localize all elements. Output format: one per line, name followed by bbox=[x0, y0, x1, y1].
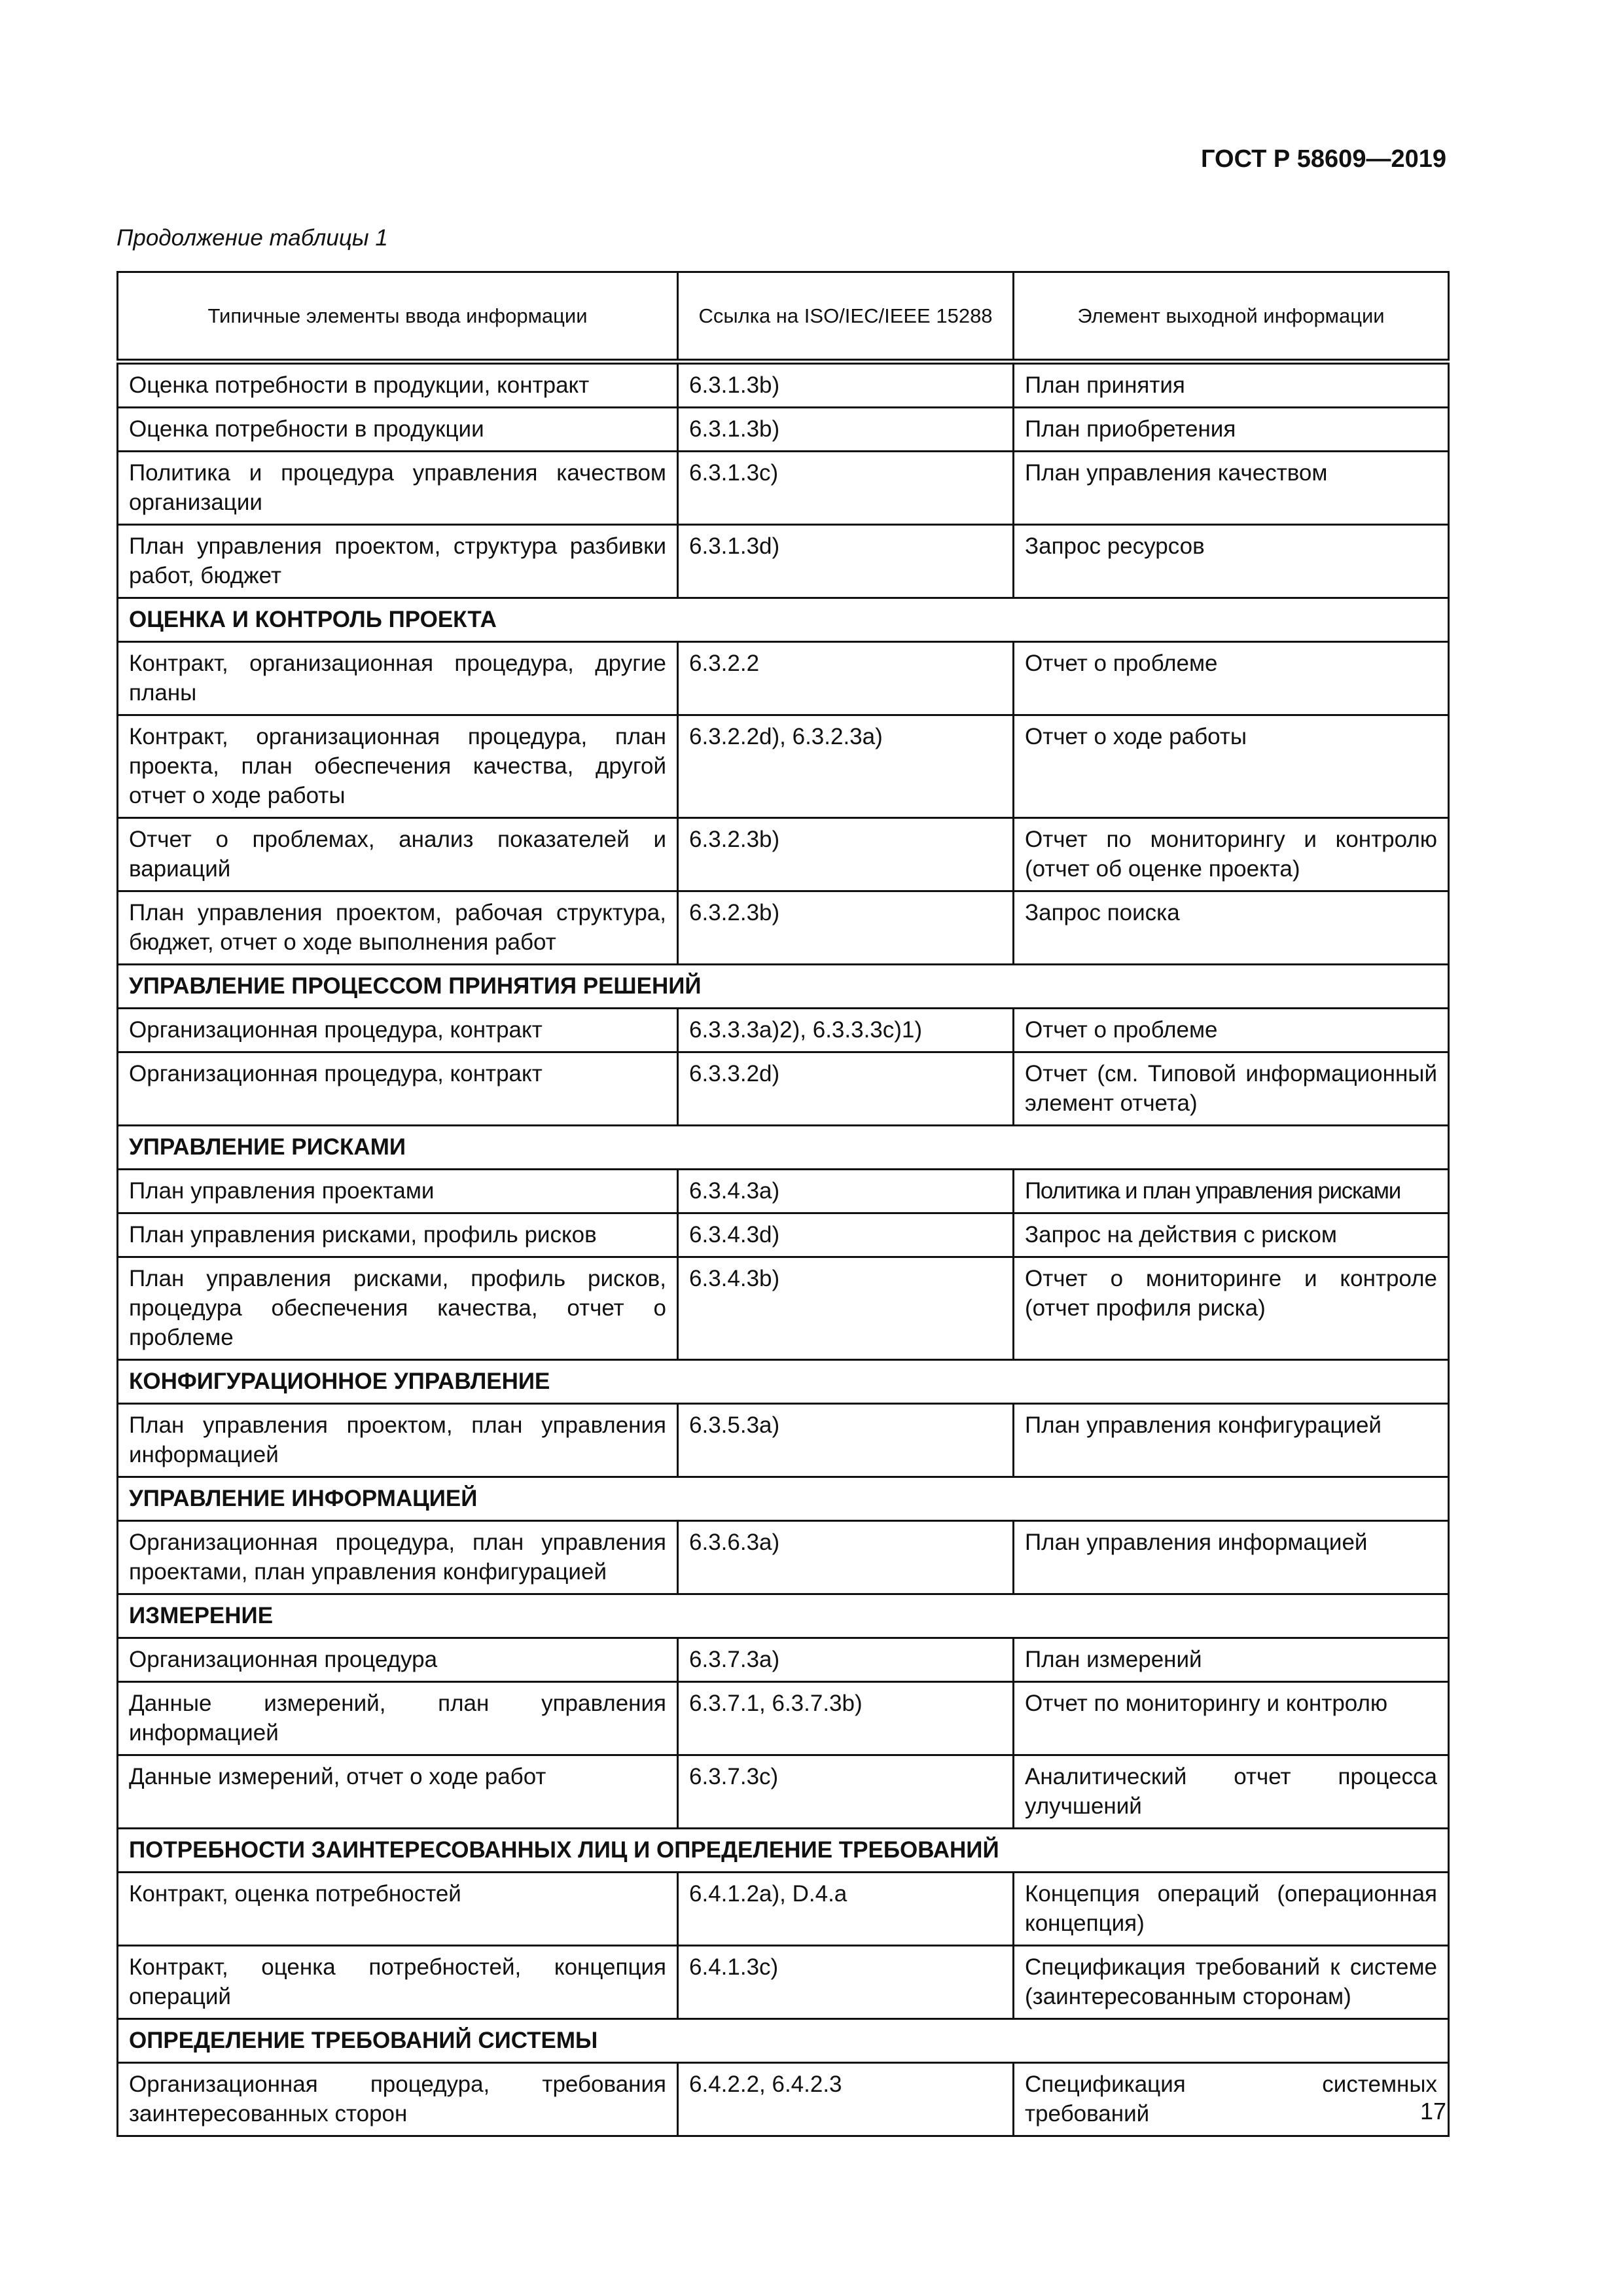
section-row bbox=[118, 598, 1449, 642]
table-row bbox=[118, 1170, 1449, 1213]
output-cell: План управления качеством bbox=[1014, 452, 1449, 525]
reference-cell: 6.3.7.1, 6.3.7.3b) bbox=[678, 1682, 1014, 1755]
table-row bbox=[118, 1404, 1449, 1477]
input-cell: Политика и процедура управления качеством организации bbox=[118, 452, 678, 525]
section-row bbox=[118, 1829, 1449, 1873]
output-cell: Отчет о мониторинге и контроле (отчет профиля риска) bbox=[1014, 1257, 1449, 1360]
input-cell: Организационная процедура, план управления проектами, план управления конфигурацией bbox=[118, 1521, 678, 1594]
output-cell: Концепция операций (операционная концепция) bbox=[1014, 1873, 1449, 1946]
input-cell: Организационная процедура bbox=[118, 1638, 678, 1682]
section-title: ОЦЕНКА И КОНТРОЛЬ ПРОЕКТА bbox=[118, 598, 1449, 642]
input-cell: Организационная процедура, требования заинтересованных сторон bbox=[118, 2063, 678, 2136]
section-row bbox=[118, 2019, 1449, 2063]
reference-cell: 6.3.1.3d) bbox=[678, 525, 1014, 598]
reference-cell: 6.3.3.2d) bbox=[678, 1052, 1014, 1126]
section-title: ПОТРЕБНОСТИ ЗАИНТЕРЕСОВАННЫХ ЛИЦ И ОПРЕДЕЛЕНИЕ ТРЕБОВАНИЙ bbox=[118, 1829, 1449, 1873]
column-header-output: Элемент выходной информации bbox=[1014, 272, 1449, 362]
section-row bbox=[118, 1477, 1449, 1521]
input-cell: План управления рисками, профиль рисков bbox=[118, 1213, 678, 1257]
reference-cell: 6.3.4.3d) bbox=[678, 1213, 1014, 1257]
reference-cell: 6.3.1.3b) bbox=[678, 408, 1014, 452]
table-row bbox=[118, 1873, 1449, 1946]
input-cell: Организационная процедура, контракт bbox=[118, 1009, 678, 1052]
table-row bbox=[118, 642, 1449, 715]
section-row bbox=[118, 965, 1449, 1009]
reference-cell: 6.3.5.3a) bbox=[678, 1404, 1014, 1477]
input-cell: План управления рисками, профиль рисков, процедура обеспечения качества, отчет о проблеме bbox=[118, 1257, 678, 1360]
output-cell: План измерений bbox=[1014, 1638, 1449, 1682]
output-cell: Запрос ресурсов bbox=[1014, 525, 1449, 598]
reference-cell: 6.3.6.3a) bbox=[678, 1521, 1014, 1594]
table-row bbox=[118, 1755, 1449, 1829]
output-cell: Спецификация системных требований bbox=[1014, 2063, 1449, 2136]
input-cell: Контракт, оценка потребностей bbox=[118, 1873, 678, 1946]
input-cell: Контракт, оценка потребностей, концепция операций bbox=[118, 1946, 678, 2019]
section-title: ИЗМЕРЕНИЕ bbox=[118, 1594, 1449, 1638]
table-row bbox=[118, 1257, 1449, 1360]
reference-cell: 6.4.1.3c) bbox=[678, 1946, 1014, 2019]
reference-cell: 6.3.2.2 bbox=[678, 642, 1014, 715]
table-caption: Продолжение таблицы 1 bbox=[116, 225, 388, 251]
reference-cell: 6.3.4.3b) bbox=[678, 1257, 1014, 1360]
table-row bbox=[118, 525, 1449, 598]
table-row bbox=[118, 408, 1449, 452]
input-cell: Отчет о проблемах, анализ показателей и вариаций bbox=[118, 818, 678, 891]
table-header-row bbox=[118, 272, 1449, 362]
table-row bbox=[118, 891, 1449, 965]
output-cell: Отчет по мониторингу и контролю (отчет об оценке проекта) bbox=[1014, 818, 1449, 891]
table-row bbox=[118, 818, 1449, 891]
requirements-table bbox=[116, 271, 1450, 2137]
table-row bbox=[118, 1052, 1449, 1126]
output-cell: Запрос на действия с риском bbox=[1014, 1213, 1449, 1257]
reference-cell: 6.4.2.2, 6.4.2.3 bbox=[678, 2063, 1014, 2136]
table-row bbox=[118, 715, 1449, 818]
input-cell: Контракт, организационная процедура, план проекта, план обеспечения качества, другой отчет о ходе работы bbox=[118, 715, 678, 818]
column-header-reference: Ссылка на ISO/IEC/IEEE 15288 bbox=[678, 272, 1014, 362]
table-body bbox=[118, 362, 1449, 2136]
reference-cell: 6.3.2.3b) bbox=[678, 818, 1014, 891]
page-number: 17 bbox=[1419, 2098, 1446, 2125]
input-cell: Оценка потребности в продукции, контракт bbox=[118, 362, 678, 408]
output-cell: Отчет о проблеме bbox=[1014, 642, 1449, 715]
reference-cell: 6.3.7.3c) bbox=[678, 1755, 1014, 1829]
reference-cell: 6.4.1.2a), D.4.a bbox=[678, 1873, 1014, 1946]
reference-cell: 6.3.1.3b) bbox=[678, 362, 1014, 408]
reference-cell: 6.3.3.3a)2), 6.3.3.3c)1) bbox=[678, 1009, 1014, 1052]
input-cell: Данные измерений, план управления информацией bbox=[118, 1682, 678, 1755]
output-cell: План управления конфигурацией bbox=[1014, 1404, 1449, 1477]
input-cell: Данные измерений, отчет о ходе работ bbox=[118, 1755, 678, 1829]
output-cell: Политика и план управления рисками bbox=[1014, 1170, 1449, 1213]
section-row bbox=[118, 1360, 1449, 1404]
reference-cell: 6.3.2.2d), 6.3.2.3a) bbox=[678, 715, 1014, 818]
table-row bbox=[118, 2063, 1449, 2136]
output-cell: План приобретения bbox=[1014, 408, 1449, 452]
table-row bbox=[118, 1682, 1449, 1755]
output-cell: План управления информацией bbox=[1014, 1521, 1449, 1594]
table-row bbox=[118, 1213, 1449, 1257]
output-cell: Запрос поиска bbox=[1014, 891, 1449, 965]
document-designation: ГОСТ Р 58609—2019 bbox=[1201, 145, 1446, 173]
reference-cell: 6.3.1.3c) bbox=[678, 452, 1014, 525]
input-cell: План управления проектом, рабочая структура, бюджет, отчет о ходе выполнения работ bbox=[118, 891, 678, 965]
output-cell: Отчет (см. Типовой информационный элемент отчета) bbox=[1014, 1052, 1449, 1126]
section-row bbox=[118, 1126, 1449, 1170]
output-cell: Аналитический отчет процесса улучшений bbox=[1014, 1755, 1449, 1829]
output-cell: Отчет по мониторингу и контролю bbox=[1014, 1682, 1449, 1755]
input-cell: План управления проектами bbox=[118, 1170, 678, 1213]
section-title: УПРАВЛЕНИЕ РИСКАМИ bbox=[118, 1126, 1449, 1170]
input-cell: План управления проектом, структура разбивки работ, бюджет bbox=[118, 525, 678, 598]
output-cell: Отчет о ходе работы bbox=[1014, 715, 1449, 818]
reference-cell: 6.3.4.3a) bbox=[678, 1170, 1014, 1213]
section-title: ОПРЕДЕЛЕНИЕ ТРЕБОВАНИЙ СИСТЕМЫ bbox=[118, 2019, 1449, 2063]
input-cell: Контракт, организационная процедура, другие планы bbox=[118, 642, 678, 715]
reference-cell: 6.3.7.3a) bbox=[678, 1638, 1014, 1682]
section-title: КОНФИГУРАЦИОННОЕ УПРАВЛЕНИЕ bbox=[118, 1360, 1449, 1404]
table-row bbox=[118, 1521, 1449, 1594]
output-cell: Спецификация требований к системе (заинтересованным сторонам) bbox=[1014, 1946, 1449, 2019]
table-row bbox=[118, 452, 1449, 525]
output-cell: Отчет о проблеме bbox=[1014, 1009, 1449, 1052]
input-cell: Организационная процедура, контракт bbox=[118, 1052, 678, 1126]
input-cell: План управления проектом, план управления информацией bbox=[118, 1404, 678, 1477]
section-row bbox=[118, 1594, 1449, 1638]
column-header-input: Типичные элементы ввода информации bbox=[118, 272, 678, 362]
reference-cell: 6.3.2.3b) bbox=[678, 891, 1014, 965]
input-cell: Оценка потребности в продукции bbox=[118, 408, 678, 452]
table-row bbox=[118, 1009, 1449, 1052]
section-title: УПРАВЛЕНИЕ ПРОЦЕССОМ ПРИНЯТИЯ РЕШЕНИЙ bbox=[118, 965, 1449, 1009]
output-cell: План принятия bbox=[1014, 362, 1449, 408]
section-title: УПРАВЛЕНИЕ ИНФОРМАЦИЕЙ bbox=[118, 1477, 1449, 1521]
table-row bbox=[118, 362, 1449, 408]
table-row bbox=[118, 1638, 1449, 1682]
table-row bbox=[118, 1946, 1449, 2019]
